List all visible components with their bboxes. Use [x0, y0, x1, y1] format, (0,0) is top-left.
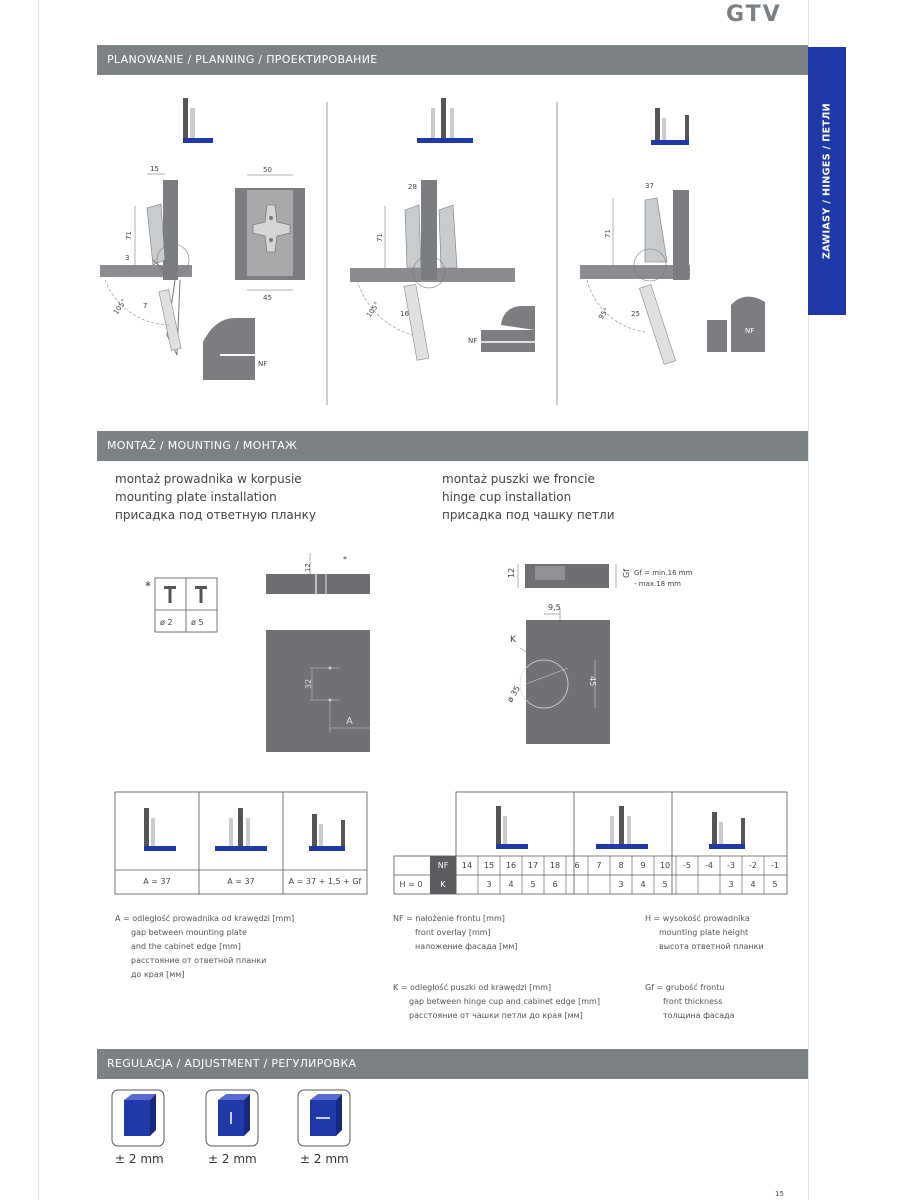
dim-label: 32 [304, 678, 313, 689]
mounting-header: MONTAŻ / MOUNTING / МОНТАЖ [97, 431, 808, 461]
dim-label: 45 [588, 676, 597, 687]
k-cell: 4 [640, 880, 646, 889]
full-overlay-icon [496, 806, 528, 849]
k-cell: 4 [750, 880, 756, 889]
dim-label: 71 [125, 231, 133, 240]
k-cell: 3 [486, 880, 492, 889]
dim-label: 105° [112, 297, 129, 317]
gf-note: Gf = min.16 mm [634, 569, 693, 577]
full-overlay-icon [183, 98, 213, 143]
nf-cell: 18 [549, 861, 561, 870]
nf-cell: 16 [505, 861, 517, 870]
dim-label: ø 35 [505, 684, 523, 704]
dim-label: 12 [507, 567, 516, 578]
dim-label: 28 [408, 183, 417, 191]
dim-label: NF [258, 360, 268, 368]
dim-label: 71 [376, 233, 384, 242]
dim-label: 71 [604, 229, 612, 238]
nf-cell: 9 [640, 861, 646, 870]
inset-icon [309, 814, 345, 851]
k-cell: 4 [508, 880, 514, 889]
gf-note: - max.18 mm [634, 580, 681, 588]
screw-dim: ø 5 [191, 618, 204, 627]
adjustment-icons [110, 1088, 360, 1148]
dim-label: 37 [645, 182, 654, 190]
a-value: A = 37 [143, 877, 171, 886]
inset-icon [651, 108, 689, 145]
adjustment-header: REGULACJA / ADJUSTMENT / РЕГУЛИРОВКА [97, 1049, 808, 1079]
k-cell: 5 [530, 880, 536, 889]
nf-cell: 8 [618, 861, 624, 870]
a-value: A = 37 [227, 877, 255, 886]
dim-label: 16 [400, 310, 409, 318]
cup-install-text: montaż puszki we froncie hinge cup installation присадка под чашку петли [442, 472, 615, 522]
dim-label: 95° [597, 306, 611, 322]
adjust-depth-icon [112, 1090, 164, 1146]
dim-label: 45 [263, 294, 272, 302]
k-cell: 5 [662, 880, 668, 889]
nf-cell: -4 [705, 861, 713, 870]
adjust-height-value: ± 2 mm [300, 1152, 349, 1166]
dim-label: 50 [263, 166, 272, 174]
nf-cell: 15 [483, 861, 495, 870]
dim-label: * [343, 555, 347, 564]
legend-h: H = wysokość prowadnika mounting plate height высота ответной планки [645, 914, 764, 951]
mounting-drawings [140, 548, 840, 763]
dim-label: NF [468, 337, 478, 345]
inset-icon [709, 812, 745, 849]
star-marker: * [145, 579, 151, 593]
dim-label: K [510, 635, 516, 645]
planning-drawings [95, 80, 810, 410]
dim-label: Gf [622, 568, 631, 578]
screw-dim: ø 2 [160, 618, 173, 627]
adjust-height-icon [298, 1090, 350, 1146]
hinge-side-view-3 [580, 182, 765, 364]
k-cell: 3 [728, 880, 734, 889]
page-number: 15 [775, 1190, 784, 1198]
plate-install-text: montaż prowadnika w korpusie mounting plate installation присадка под ответную планку [115, 472, 316, 522]
a-value: A = 37 + 1,5 + Gf [288, 877, 362, 886]
planning-header: PLANOWANIE / PLANNING / ПРОЕКТИРОВАНИЕ [97, 45, 808, 75]
nf-cell: -3 [727, 861, 735, 870]
half-overlay-icon [215, 808, 267, 851]
h-label: H = 0 [399, 880, 423, 889]
nf-cell: 14 [461, 861, 473, 870]
side-tab-label: ZAWIASY / HINGES / ПЕТЛИ [821, 103, 833, 259]
nf-cell: -1 [771, 861, 779, 870]
hinge-side-view-2 [350, 180, 535, 360]
left-margin-line [38, 0, 39, 1200]
k-cell: 3 [618, 880, 624, 889]
brand-logo: GTV [726, 2, 782, 27]
adjust-side-value: ± 2 mm [208, 1152, 257, 1166]
adjust-depth-value: ± 2 mm [115, 1152, 164, 1166]
nf-cell: 10 [659, 861, 671, 870]
dim-label: NF [745, 327, 755, 335]
dim-label: 7 [143, 302, 148, 310]
side-tab [808, 47, 846, 315]
legend-a: A = odległość prowadnika od krawędzi [mm] gap between mounting plate and the cabinet edge [mm] расстояние от ответной планки до края [мм] [115, 914, 295, 979]
half-overlay-icon [596, 806, 648, 849]
dim-label: 105° [365, 300, 382, 320]
nf-cell: 6 [574, 861, 580, 870]
half-overlay-icon [417, 98, 473, 143]
dim-label: 25 [631, 310, 640, 318]
dim-label: A [346, 716, 353, 727]
dim-label: 15 [150, 165, 159, 173]
mounting-plate-front-view [235, 166, 305, 302]
nf-cell: 17 [527, 861, 539, 870]
legend-nf: NF = nałożenie frontu [mm] front overlay [mm] наложение фасада [мм] [393, 914, 518, 951]
k-cell: 6 [552, 880, 558, 889]
k-cell: 5 [772, 880, 778, 889]
legend-gf: Gf = grubość frontu front thickness толщина фасада [645, 983, 735, 1020]
dim-label: 9,5 [548, 603, 561, 612]
nf-cell: 7 [596, 861, 602, 870]
nf-cell: -5 [683, 861, 691, 870]
dim-label: 12 [304, 563, 312, 572]
nf-cell: -2 [749, 861, 757, 870]
full-overlay-icon [144, 808, 176, 851]
adjust-side-icon [206, 1090, 258, 1146]
dim-label: 3 [125, 254, 130, 262]
legend-k: K = odległość puszki od krawędzi [mm] gap between hinge cup and cabinet edge [mm] расстояние от чашки петли до края [мм] [393, 983, 600, 1020]
nf-label: NF [437, 861, 449, 870]
k-label: K [440, 880, 446, 889]
